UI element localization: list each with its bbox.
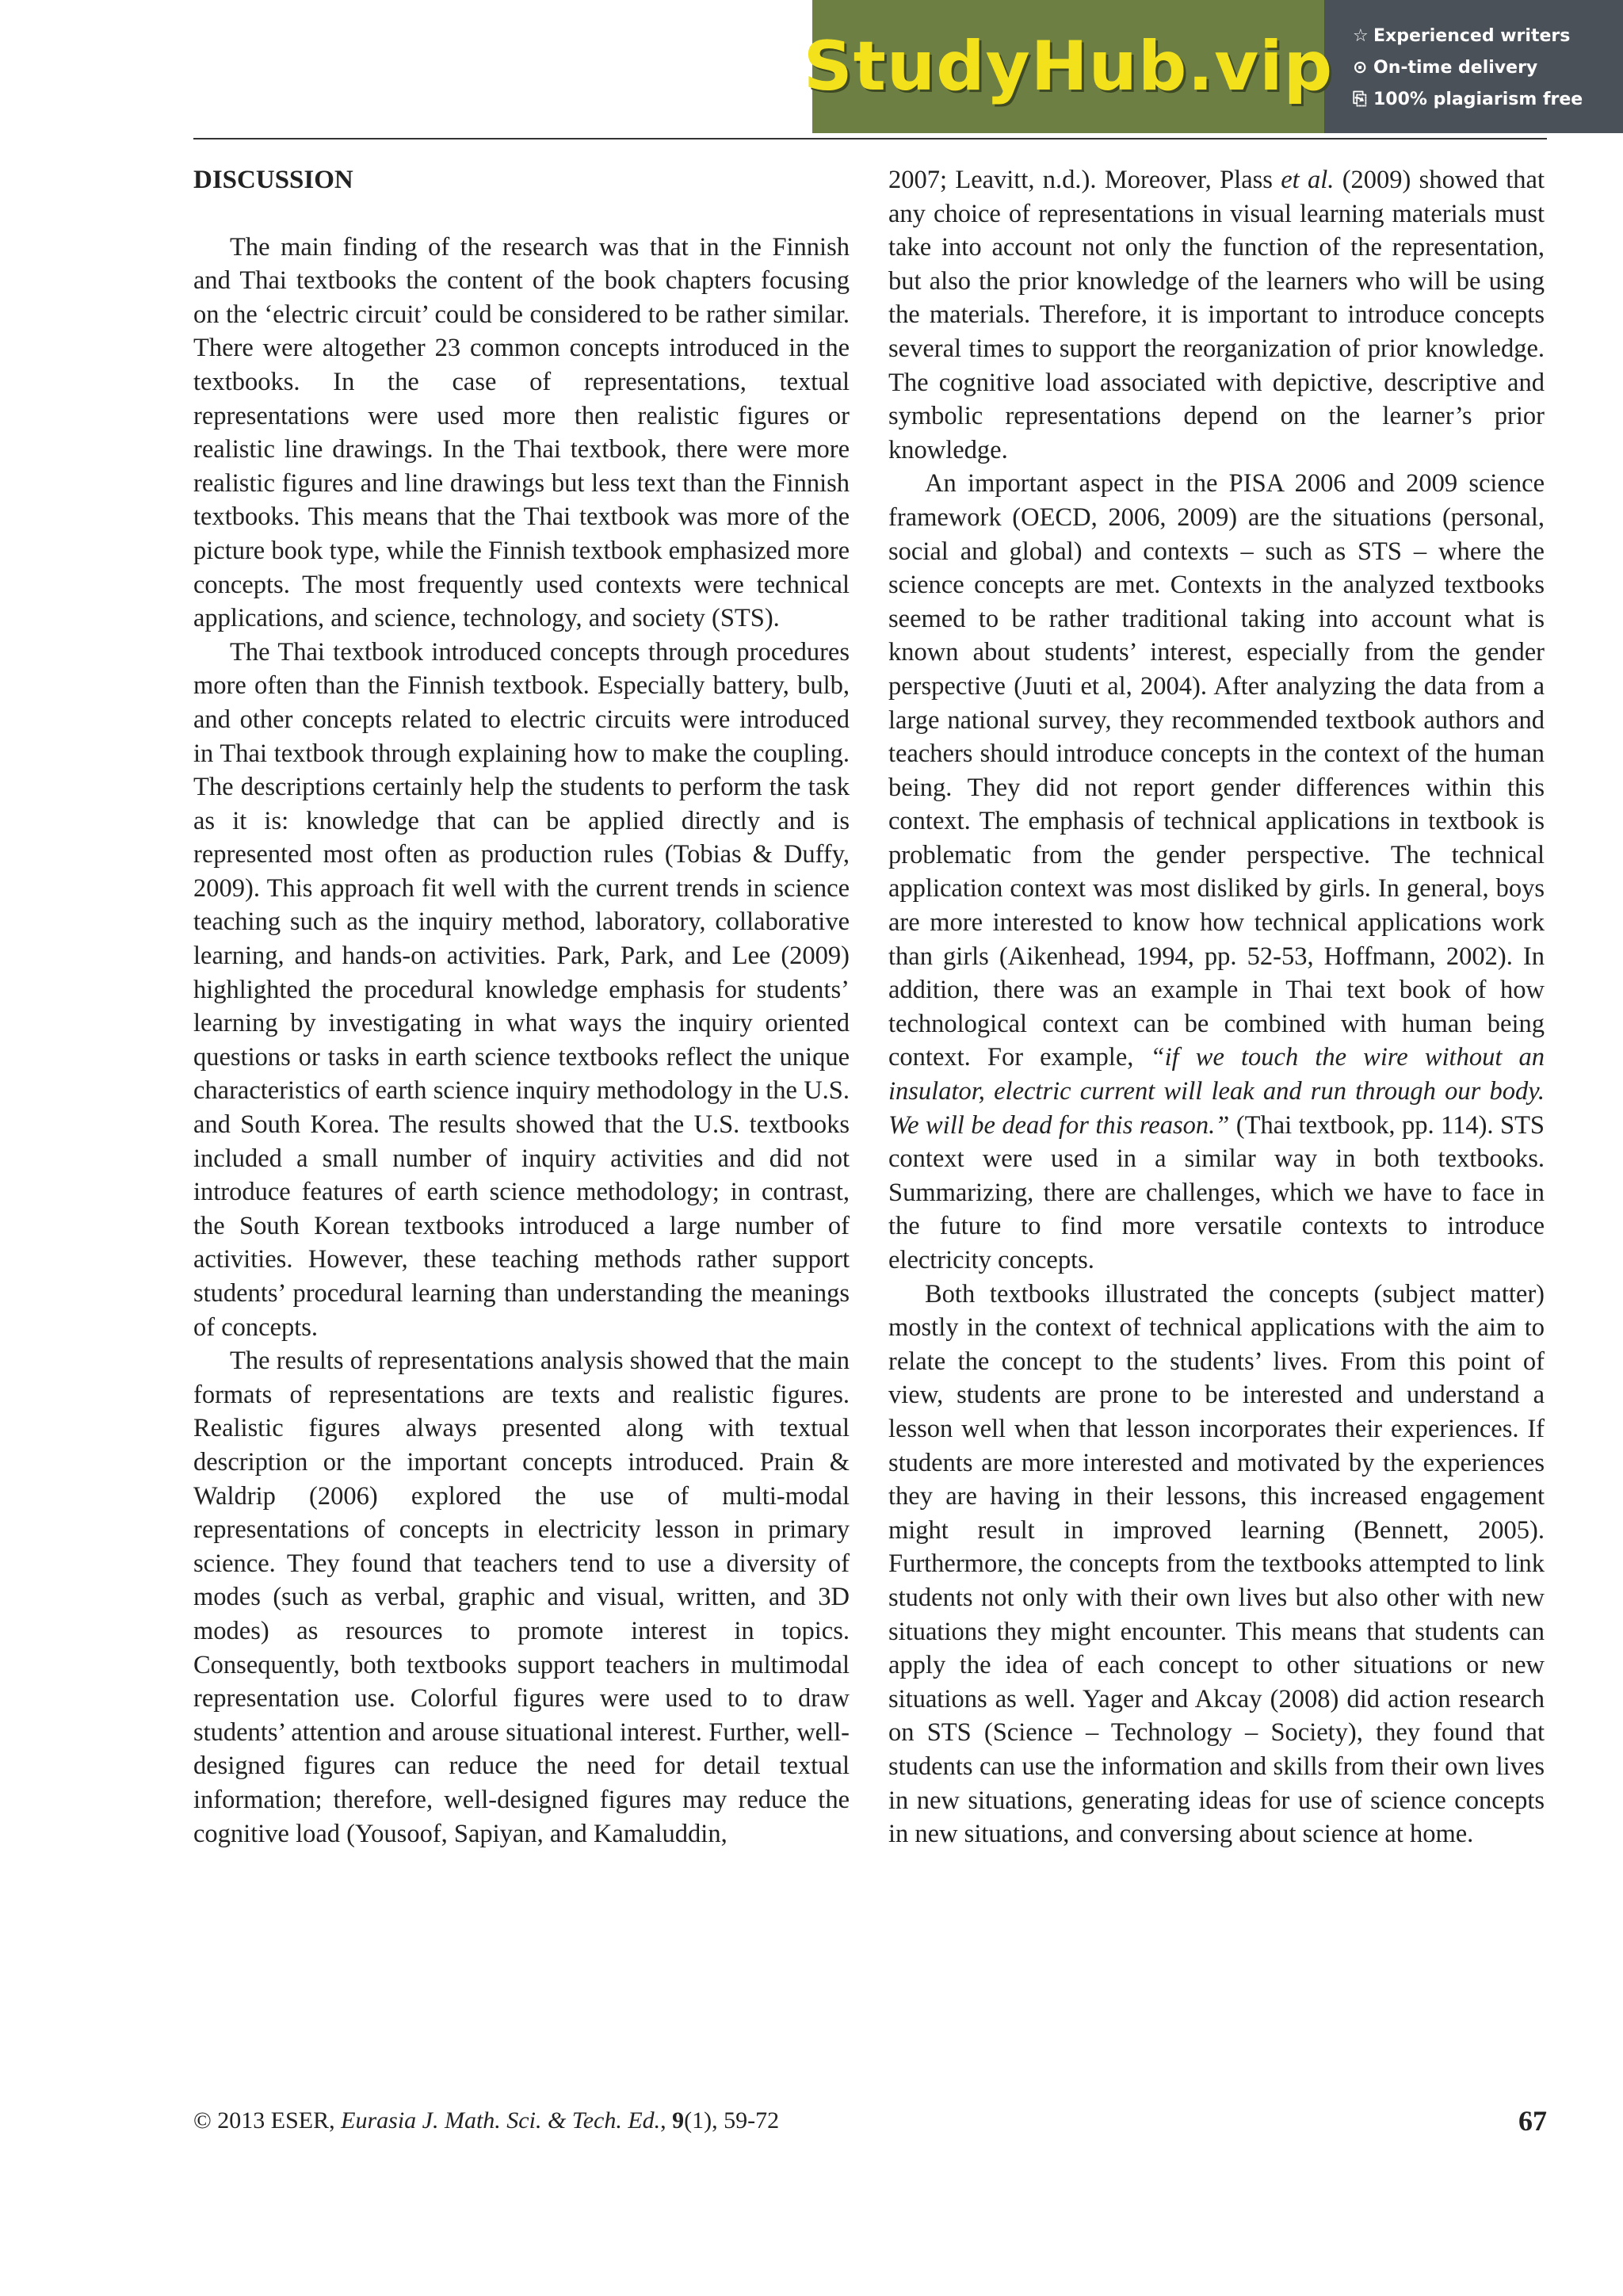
paragraph: The main finding of the research was that in the Finnish and Thai textbooks the content of the book chapters focusing on the ‘electric circuit’ could be considered to be rather similar. There were altogether 23 common concepts introduced in the textbooks. In the case of representations, textual representations were used more then realistic figures or realistic line drawings. In the Thai textbook, there were more realistic figures and line drawings but less text than the Finnish textbooks. This means that the Thai textbook was more of the picture book type, while the Finnish textbook emphasized more concepts. The most frequently used contexts were technical applications, and science, technology, and society (STS). bbox=[193, 232, 850, 633]
star-icon: ☆ bbox=[1353, 26, 1369, 46]
studyhub-logo[interactable] bbox=[803, 0, 1334, 133]
studyhub-banner[interactable] bbox=[803, 0, 1623, 133]
right-column bbox=[888, 163, 1545, 1851]
left-column bbox=[193, 163, 850, 1851]
paragraph: An important aspect in the PISA 2006 and 2009 science framework (OECD, 2006, 2009) are the situations (personal, social and global) and contexts – such as STS – where the science concepts are met. Contexts in the analyzed textbooks seemed to be rather traditional taking into account what is known about students’ interest, especially from the gender perspective (Juuti et al, 2004). After analyzing the data from a large national survey, they recommended textbook authors and teachers should introduce concepts in the context of the human being. They did not report gender differences within this context. The emphasis of technical applications in textbook is problematic from the gender perspective. The technical application context was most disliked by girls. In general, boys are more interested to know how technical applications work than girls (Aikenhead, 1994, pp. 52-53, Hoffmann, 2002). In addition, there was an example in Thai text book of how technological context can be combined with human being context. For example, “if we touch the wire without an insulator, electric current will leak and run through our body. We will be dead for this reason.” (Thai textbook, pp. 114). STS context were used in a similar way in both textbooks. Summarizing, there are challenges, which we have to face in the future to find more versatile contexts to introduce electricity concepts. bbox=[888, 469, 1545, 1274]
page-number: 67 bbox=[1518, 2105, 1547, 2137]
feature-experienced-writers bbox=[1353, 21, 1614, 52]
volume: 9 bbox=[672, 2107, 685, 2134]
paragraph: The Thai textbook introduced concepts through procedures more often than the Finnish textbook. Especially battery, bulb, and other concepts related to electric circuits were introduced in Thai textbook through explaining how to make the coupling. The descriptions certainly help the students to perform the task as it is: knowledge that can be applied directly and is represented most often as production rules (Tobias & Duffy, 2009). This approach fit well with the current trends in science teaching such as the inquiry method, laboratory, collaborative learning, and hands-on activities. Park, Park, and Lee (2009) highlighted the procedural knowledge emphasis for students’ learning by investigating in what ways the inquiry oriented questions or tasks in earth science textbooks reflect the unique characteristics of earth science inquiry methodology in the U.S. and South Korea. The results showed that the U.S. textbooks included a small number of inquiry activities and did not introduce features of earth science methodology; in contrast, the South Korean textbooks introduced a large number of activities. However, these teaching methods rather support students’ procedural learning than understanding the meanings of concepts. bbox=[193, 637, 850, 1342]
feature-label: On-time delivery bbox=[1373, 58, 1538, 78]
logo-text: StudyHub.vip bbox=[803, 27, 1334, 106]
header-rule bbox=[193, 138, 1547, 139]
journal-name: Eurasia J. Math. Sci. & Tech. Ed. bbox=[341, 2107, 661, 2134]
textbook-quote: “if we touch the wire without an insulator, electric current will leak and run through our body. We will be dead for this reason.” bbox=[888, 1043, 1545, 1140]
paragraph-continuation: 2007; Leavitt, n.d.). Moreover, Plass et al. (2009) showed that any choice of representations in visual learning materials must take into account not only the function of the representation, but also the prior knowledge of the learners who will be using the materials. Therefore, it is important to introduce concepts several times to support the reorganization of prior knowledge. The cognitive load associated with depictive, descriptive and symbolic representations depend on the learner’s prior knowledge. bbox=[888, 166, 1545, 464]
feature-label: Experienced writers bbox=[1373, 26, 1571, 46]
feature-label: 100% plagiarism free bbox=[1373, 90, 1583, 109]
document-icon: ⎘ bbox=[1353, 90, 1367, 109]
journal-citation: © 2013 ESER, Eurasia J. Math. Sci. & Tech. Ed., 9(1), 59-72 bbox=[193, 2107, 780, 2134]
paragraph: The results of representations analysis showed that the main formats of representations are texts and realistic figures. Realistic figures always presented along with textual description or the important concepts introduced. Prain & Waldrip (2006) explored the use of multi-modal representations of concepts in electricity lesson in primary science. They found that teachers tend to use a diversity of modes (such as verbal, graphic and visual, written, and 3D modes) as resources to promote interest in topics. Consequently, both textbooks support teachers in multimodal representation use. Colorful figures were used to to draw students’ attention and arouse situational interest. Further, well-designed figures can reduce the need for detail textual information; therefore, well-designed figures may reduce the cognitive load (Yousoof, Sapiyan, and Kamaluddin, bbox=[193, 1347, 850, 1848]
clock-icon: ⊙ bbox=[1353, 58, 1368, 78]
section-heading: DISCUSSION bbox=[193, 166, 353, 194]
page-footer bbox=[193, 2103, 1547, 2138]
feature-plagiarism-free bbox=[1353, 84, 1614, 116]
feature-list bbox=[1353, 21, 1614, 116]
paragraph: Both textbooks illustrated the concepts (subject matter) mostly in the context of technical applications with the aim to relate the concept to the students’ lives. From this point of view, students are prone to be interested and understand a lesson well when that lesson incorporates their experiences. If students are more interested and motivated by the experiences they are having in their lessons, this increased engagement might result in improved learning (Bennett, 2005). Furthermore, the concepts from the textbooks attempted to link students not only with their own lives but also other with new situations they might encounter. This means that students can apply the idea of each concept to other situations or new situations as well. Yager and Akcay (2008) did action research on STS (Science – Technology – Society), they found that students can use the information and skills from their own lives in new situations, generating ideas for use of science concepts in new situations, and conversing about science at home. bbox=[888, 1279, 1545, 1849]
feature-on-time-delivery bbox=[1353, 52, 1614, 84]
